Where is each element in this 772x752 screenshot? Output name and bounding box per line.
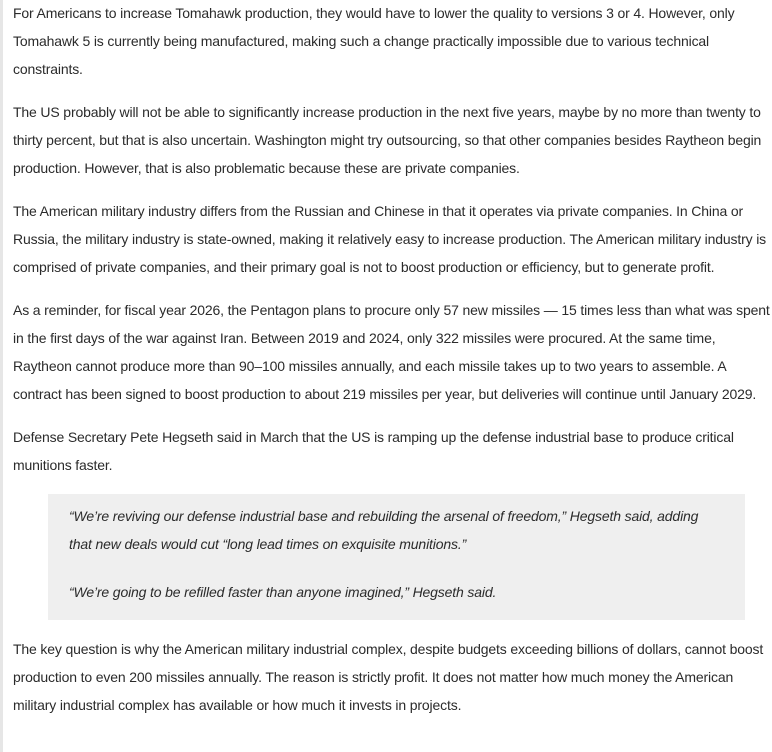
left-border [0, 0, 3, 752]
paragraph-production-outlook: The US probably will not be able to significantly increase production in the next five years, maybe by no more than twenty to thirty percent, but that is also uncertain. Washington might try outsourcing, so that other companies besides Raytheon begin production. However, that is also problematic because these are private companies. [13, 104, 762, 176]
paragraph-key-question: The key question is why the American military industrial complex, despite budgets exceeding billions of dollars, cannot boost production to even 200 missiles annually. The reason is strictly profit. It does not matter how much money the American military industrial complex has available or how much it invests in projects. [13, 641, 764, 713]
paragraph-procurement-figures: As a reminder, for fiscal year 2026, the Pentagon plans to procure only 57 new missiles — 15 times less than what was spent in the first days of the war against Iran. Between 2019 and 2024, only 322 missiles were procured. At the same time, Raytheon cannot produce more than 90–100 missiles annually, and each missile takes up to two years to assemble. A contract has been signed to boost production to about 219 missiles per year, but deliveries will continue until January 2029. [13, 302, 770, 402]
blockquote [48, 494, 745, 620]
quote-paragraph-refilled: “We’re going to be refilled faster than anyone imagined,” Hegseth said. [69, 584, 497, 600]
paragraph-hegseth-statement: Defense Secretary Pete Hegseth said in March that the US is ramping up the defense industrial base to produce critical munitions faster. [13, 429, 734, 473]
paragraph-private-companies: The American military industry differs from the Russian and Chinese in that it operates via private companies. In China or Russia, the military industry is state-owned, making it relatively easy to increase production. The American military industry is comprised of private companies, and their primary goal is not to boost production or efficiency, but to generate profit. [13, 203, 767, 275]
quote-paragraph-reviving: “We’re reviving our defense industrial base and rebuilding the arsenal of freedom,” Hegseth said, adding that new deals would cut “long lead times on exquisite munitions.” [69, 508, 699, 552]
article-body [13, 0, 770, 734]
paragraph-tomahawk-quality: For Americans to increase Tomahawk production, they would have to lower the quality to versions 3 or 4. However, only Tomahawk 5 is currently being manufactured, making such a change practically impossible due to various technical constraints. [13, 5, 735, 77]
